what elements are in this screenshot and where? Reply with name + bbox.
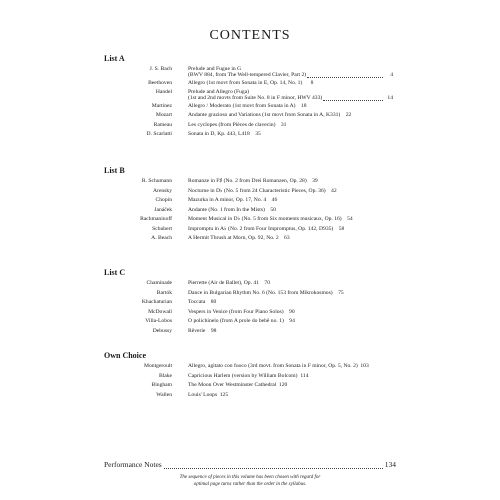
toc-entry[interactable] [110,178,393,188]
composer-name: Wallen [156,391,172,398]
piece-title [188,178,393,184]
piece-title [188,318,393,324]
piece-line [188,235,290,241]
page-number: 8 [310,79,314,86]
toc-entry[interactable] [110,80,393,90]
composer-name: Handel [155,89,172,95]
piece-line [188,95,393,101]
piece-text: Nocturne in D♭ (No. 5 from 24 Characteristic Pieces, Op. 36) [188,187,326,194]
piece-title [188,66,393,78]
page-number: 31 [280,121,287,128]
piece-line [188,363,369,369]
piece-text: Allegro / Moderato (1st movt from Sonata in A) [188,102,296,109]
piece-line [188,309,295,315]
piece-title [188,382,393,388]
piece-title [188,112,393,118]
page-number: 103 [360,363,369,369]
piece-line [188,280,270,286]
piece-line [188,188,337,194]
toc-entry[interactable] [110,363,393,373]
piece-title [188,309,393,315]
composer-name: Chopin [155,197,172,203]
piece-line [188,328,216,334]
page-number: 63 [284,235,290,241]
piece-title [188,131,393,137]
piece-text: Andante (No. 1 from In the Mists) [188,206,265,213]
page-title: CONTENTS [209,28,291,43]
piece-text: Sonata in D, Kp. 443, L418 [188,131,250,137]
piece-line [188,207,276,213]
piece-line [188,216,353,222]
page-number: 58 [338,225,345,232]
section-heading: List C [104,268,126,277]
piece-line [188,226,344,232]
page-number: 42 [331,187,337,194]
footnote-line: The sequence of pieces in this volume has been chosen with regard for [179,475,321,480]
page-number: 54 [347,216,353,222]
page-number: 90 [289,308,295,315]
piece-text: (BWV 884, from The Well-tempered Clavier, Part 2) [188,72,307,78]
toc-entry[interactable] [110,382,393,392]
piece-text: Impromptu in A♭ (No. 2 from Four Impromptus, Op. 142, D935) [188,225,334,232]
performance-notes-page: 134 [384,460,396,469]
composer-name: Janáček [154,206,172,213]
piece-line [188,80,313,86]
piece-line [188,382,287,388]
toc-entry[interactable] [110,392,393,402]
composer-name: Schubert [152,225,172,232]
composer-name: Montgeroult [144,363,172,369]
piece-text: Romanze in F♯ (No. 2 from Drei Romanzen, Op. 28) [188,178,307,184]
piece-title [188,226,393,232]
piece-title [188,216,393,222]
dot-leader [307,73,383,78]
page-number: 75 [338,289,344,296]
piece-title [188,299,393,305]
piece-text: Rêverie [188,327,206,334]
page-number: 120 [278,382,288,388]
piece-text: Allegro, agitato con fuoco (3rd movt. from Sonata in F minor, Op. 5, No. 2) [188,363,358,369]
toc-entry[interactable] [110,112,393,122]
piece-text: Allegro (1st movt from Sonata in E, Op. 14, No. 1) [188,79,303,86]
page-number: 4 [390,72,393,78]
piece-title [188,197,393,203]
toc-entry[interactable] [110,89,393,99]
performance-notes-label: Performance Notes [104,460,162,469]
piece-text: Prelude and Fugue in G [188,66,242,72]
piece-line [188,197,277,203]
section-heading: List A [104,54,125,63]
toc-entry[interactable] [110,207,393,217]
toc-entry[interactable] [110,188,393,198]
piece-text: Mazurka in A minor, Op. 17, No. 4 [188,197,267,203]
toc-entry[interactable] [110,122,393,132]
piece-line [188,299,216,305]
page-number: 14 [387,95,393,101]
piece-title [188,188,393,194]
piece-title [188,392,393,398]
toc-entry[interactable] [110,299,393,309]
toc-entry[interactable] [110,235,393,245]
composer-name: Rachmaninoff [140,216,172,222]
composer-name: McDowall [148,308,172,315]
piece-text: A Hermit Thrush at Morn, Op. 92, No. 2 [188,235,279,241]
piece-text: Prelude and Allegro (Fuga) [188,89,250,95]
page-number: 46 [271,197,278,203]
piece-text: Andante grazioso and Variations (1st movt from Sonata in A, K331) [188,112,341,118]
page-number: 22 [345,112,352,118]
dot-leader [323,96,383,101]
piece-text: Pierrette (Air de Ballet), Op. 41 [188,280,259,286]
composer-name: D. Scarlatti [146,131,172,137]
composer-name: Chaminade [146,280,172,286]
page-number: 50 [270,206,276,213]
page-number: 98 [210,327,217,334]
piece-line [188,178,318,184]
piece-line [188,392,228,398]
piece-text: Louis' Loops [188,391,218,398]
piece-title [188,80,393,86]
footnote-line: optimal page turns rather than the order in the syllabus. [193,482,307,487]
page-number: 70 [264,280,270,286]
composer-name: Arensky [153,187,172,194]
piece-text: O polichinelo (from A prole do bebê no. 1) [188,318,284,324]
piece-title [188,373,393,379]
page-number: 125 [219,391,229,398]
composer-name: Villa-Lobos [145,318,172,324]
piece-title [188,89,393,101]
composer-name: Bingham [151,382,172,388]
composer-name: Rameau [153,121,172,128]
piece-title [188,280,393,286]
toc-entry[interactable] [110,66,393,76]
section-heading: List B [104,166,125,175]
composer-name: R. Schumann [141,178,172,184]
piece-title [188,328,393,334]
composer-name: Khachaturian [141,299,172,305]
composer-name: Debussy [152,327,172,334]
composer-name: J. S. Bach [149,66,172,72]
piece-line [188,103,307,109]
composer-name: Bartók [156,289,172,296]
piece-title [188,122,393,128]
piece-line [188,318,295,324]
page-number: 94 [289,318,295,324]
piece-text: Toccata [188,299,206,305]
page-number: 39 [312,178,318,184]
piece-line [188,72,393,78]
page-number: 35 [255,131,261,137]
page-number: 80 [210,299,217,305]
piece-line [188,131,261,137]
piece-title [188,207,393,213]
piece-line [188,122,286,128]
piece-title [188,235,393,241]
footnote [0,474,500,488]
section-heading: Own Choice [104,351,146,360]
toc-entry[interactable] [110,309,393,319]
piece-line [188,112,351,118]
toc-entry[interactable] [110,280,393,290]
composer-name: Beethoven [148,79,172,86]
piece-line [188,290,344,296]
toc-entry[interactable] [110,131,393,141]
piece-title [188,103,393,109]
page-number: 114 [300,372,309,379]
dot-leader [164,463,383,469]
piece-text: (1st and 2nd movts from Suite No. 8 in F minor, HWV 433) [188,95,323,101]
piece-text: The Moon Over Westminster Cathedral [188,382,277,388]
toc-entry[interactable] [110,103,393,113]
composer-name: A. Beach [151,235,172,241]
piece-text: Moment Musical in D♭ (No. 5 from Six moments musicaux, Op. 16) [188,216,342,222]
toc-entry[interactable] [110,290,393,300]
piece-text: Vespers in Venice (from Four Piano Solos) [188,308,284,315]
performance-notes-entry[interactable] [104,460,396,469]
composer-name: Mozart [155,112,172,118]
toc-entry[interactable] [110,318,393,328]
piece-title [188,363,393,369]
toc-entry[interactable] [110,328,393,338]
composer-name: Blake [158,372,172,379]
toc-entry[interactable] [110,226,393,236]
piece-line [188,373,309,379]
toc-entry[interactable] [110,373,393,383]
composer-name: Martinez [151,102,172,109]
toc-entry[interactable] [110,197,393,207]
piece-text: Capricious Harlem (version by William Bolcom) [188,372,298,379]
piece-text: Dance in Bulgarian Rhythm No. 6 (No. 153 from Mikrokosmos) [188,289,333,296]
toc-entry[interactable] [110,216,393,226]
piece-text: Les cyclopes (from Pièces de clavecin) [188,121,276,128]
page-number: 18 [300,102,307,109]
piece-title [188,290,393,296]
